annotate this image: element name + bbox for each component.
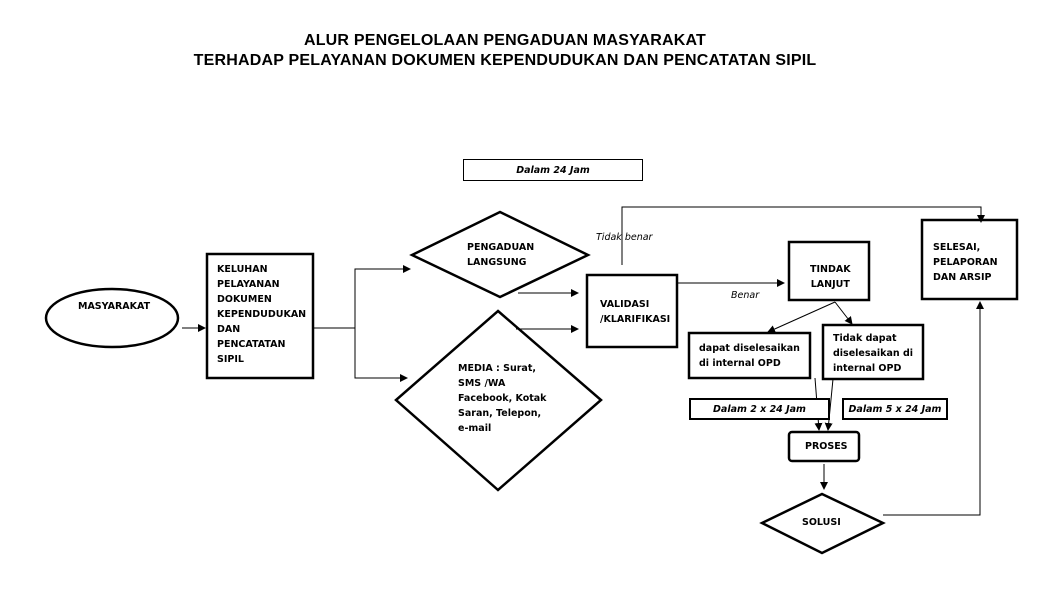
proses-label: PROSES	[805, 441, 848, 452]
masyarakat-ellipse	[46, 289, 178, 347]
title-line-2: TERHADAP PELAYANAN DOKUMEN KEPENDUDUKAN DAN PENCATATAN SIPIL	[193, 52, 817, 69]
validasi-label: VALIDASI /KLARIFIKASI	[600, 299, 671, 325]
tidak-dapat-label: Tidak dapat diselesaikan di internal OPD	[833, 333, 914, 374]
time-box-24-jam: Dalam 24 Jam	[463, 159, 643, 181]
masyarakat-label: MASYARAKAT	[78, 301, 151, 312]
arrow-tindak-tidak-dapat	[835, 302, 852, 324]
time-box-5x24: Dalam 5 x 24 Jam	[842, 398, 948, 420]
media-label: MEDIA : Surat, SMS /WA Facebook, Kotak Saran, Telepon, e-mail	[458, 363, 547, 434]
dapat-diselesaikan-label: dapat diselesaikan di internal OPD	[699, 343, 800, 369]
split-connector	[313, 269, 410, 378]
selesai-label: SELESAI, PELAPORAN DAN ARSIP	[933, 242, 998, 283]
keluhan-label: KELUHAN PELAYANAN DOKUMEN KEPENDUDUKAN DAN PENCATATAN SIPIL	[217, 264, 307, 365]
solusi-label: SOLUSI	[802, 517, 841, 528]
time-box-2x24: Dalam 2 x 24 Jam	[689, 398, 830, 420]
benar-label: Benar	[731, 290, 760, 301]
tindak-lanjut-label: TINDAK LANJUT	[810, 264, 851, 290]
title-line-1: ALUR PENGELOLAAN PENGADUAN MASYARAKAT	[303, 32, 707, 49]
pengaduan-langsung-label: PENGADUAN LANGSUNG	[467, 242, 535, 268]
tidak-benar-label: Tidak benar	[596, 232, 653, 243]
